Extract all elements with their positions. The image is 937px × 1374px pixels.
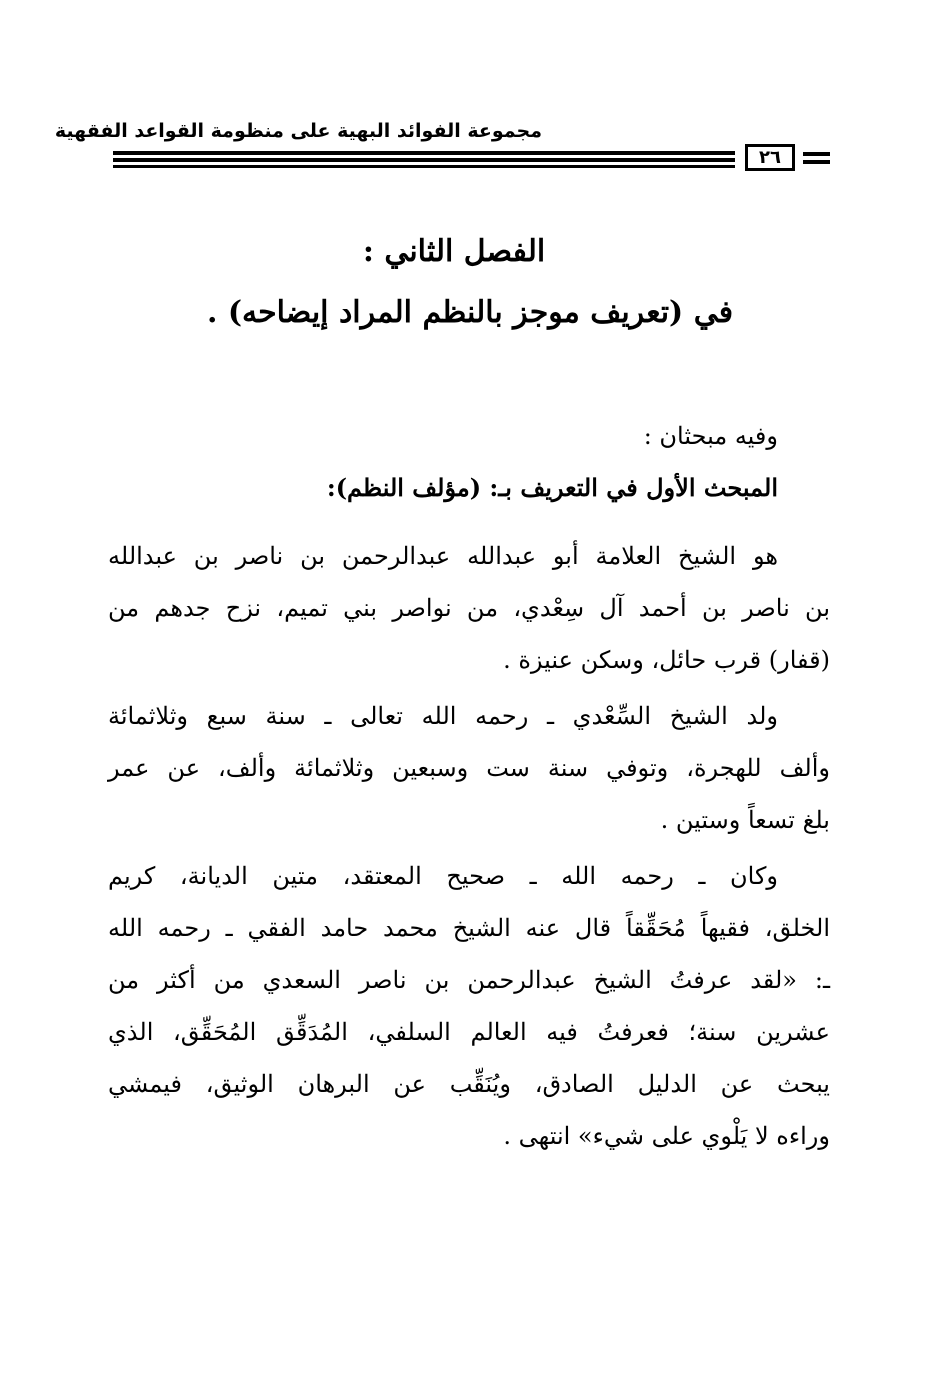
- running-header-title: مجموعة الفوائد البهية على منظومة القواعد الفقهية: [54, 120, 542, 142]
- section-heading: المبحث الأول في التعريف بـ: (مؤلف النظم):: [326, 473, 778, 502]
- paragraph-character: [108, 850, 830, 1162]
- paragraph-birth-death: [108, 690, 830, 846]
- paragraph-line: وكان ـ رحمه الله ـ صحيح المعتقد، متين الديانة، كريم: [108, 862, 778, 890]
- chapter-title: الفصل الثاني :: [362, 234, 546, 269]
- paragraph-line: ولد الشيخ السِّعْدي ـ رحمه الله تعالى ـ سنة سبع وثلاثمائة: [108, 702, 778, 730]
- paragraph-line: بلغ تسعاً وستين .: [660, 806, 830, 834]
- paragraph-line: يبحث عن الدليل الصادق، ويُنَقِّب عن البرهان الوثيق، فيمشي: [108, 1070, 830, 1098]
- paragraph-line: (قفار) قرب حائل، وسكن عنيزة .: [503, 646, 830, 674]
- header-rule: [113, 158, 735, 162]
- header-rule: [113, 151, 735, 155]
- paragraph-line: وألف للهجرة، وتوفي سنة ست وسبعين وثلاثمائة وألف، عن عمر: [108, 754, 830, 782]
- paragraph-line: ـ: «لقد عرفتُ الشيخ عبدالرحمن بن ناصر السعدي من أكثر من: [108, 966, 830, 994]
- header-rule-end: [803, 152, 830, 156]
- intro-line: وفيه مبحثان :: [643, 422, 778, 450]
- chapter-subtitle: في (تعريف موجز بالنظم المراد إيضاحه) .: [206, 295, 734, 330]
- section-intro-block: [108, 410, 830, 514]
- paragraph-line: هو الشيخ العلامة أبو عبدالله عبدالرحمن بن ناصر بن عبدالله: [108, 542, 779, 570]
- paragraph-line: عشرين سنة؛ فعرفتُ فيه العالم السلفي، المُدَقِّق المُحَقِّق، الذي: [108, 1018, 830, 1046]
- paragraph-line: الخلق، فقيهاً مُحَقِّقاً قال عنه الشيخ محمد حامد الفقي ـ رحمه الله: [108, 914, 830, 942]
- page-number: ٢٦: [745, 144, 795, 171]
- paragraph-author-name: [108, 530, 830, 686]
- paragraph-line: بن ناصر بن أحمد آل سِعْدي، من نواصر بني تميم، نزح جدهم من: [108, 594, 830, 622]
- paragraph-line: وراءه لا يَلْوي على شيء» انتهى .: [503, 1122, 830, 1150]
- header-rule: [113, 165, 735, 168]
- header-rule-end: [803, 160, 830, 164]
